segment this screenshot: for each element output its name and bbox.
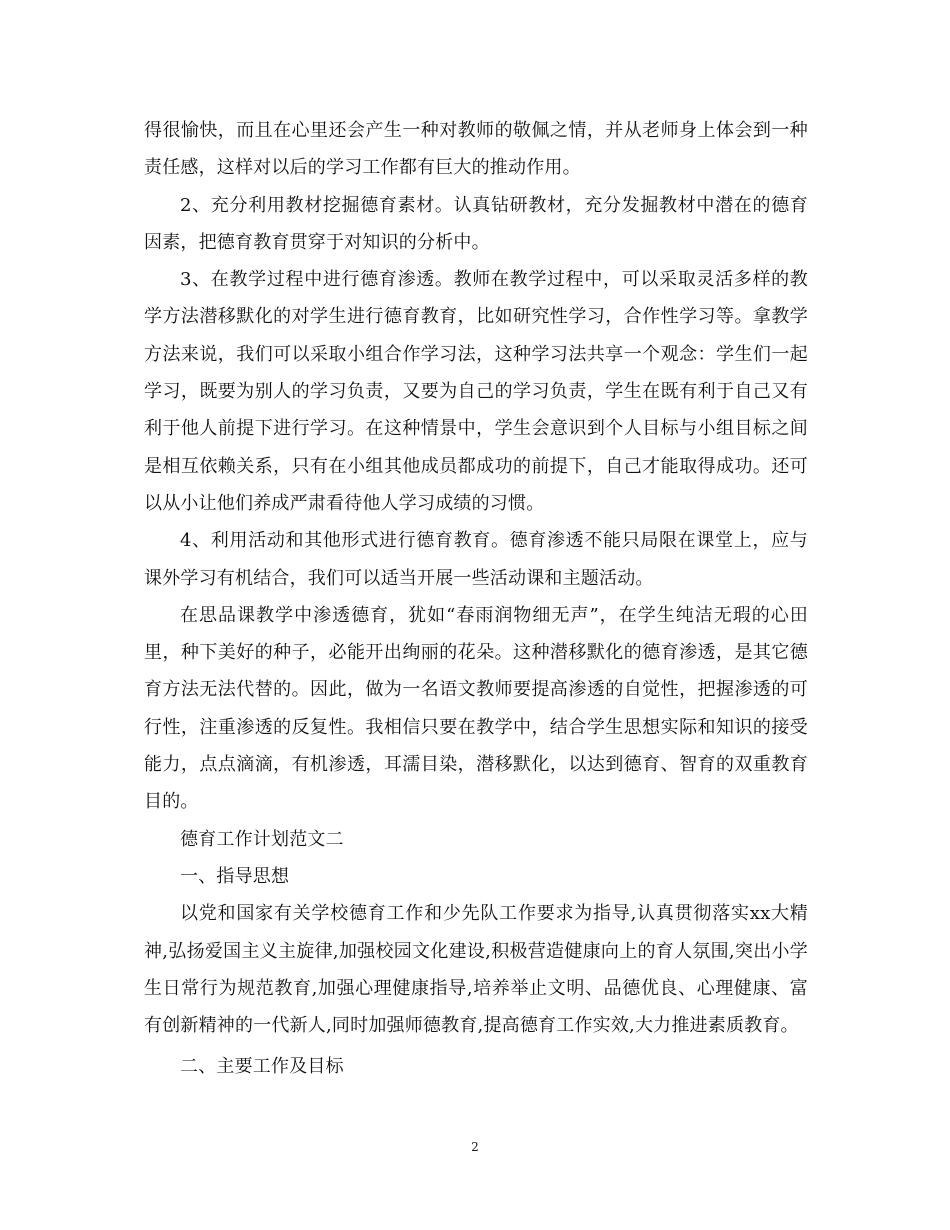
paragraph-continuation: 得很愉快，而且在心里还会产生一种对教师的敬佩之情，并从老师身上体会到一种责任感，这样对以后的学习工作都有巨大的推动作用。	[144, 120, 808, 179]
section-heading-guiding-idea: 一、指导思想	[180, 865, 290, 887]
section-title: 德育工作计划范文二	[180, 828, 344, 850]
paragraph-item-3: 3、在教学过程中进行德育渗透。教师在教学过程中，可以采取灵活多样的教学方法潜移默化的对学生进行德育教育，比如研究性学习，合作性学习等。拿教学方法来说，我们可以采取小组合作学习法，这种学习法共享一个观念：学生们一起学习，既要为别人的学习负责，又要为自己的学习负责，学生在既有利于自己又有利于他人前提下进行学习。在这种情景中，学生会意识到个人目标与小组目标之间是相互依赖关系，只有在小组其他成员都成功的前提下，自己才能取得成功。还可以从小让他们养成严肃看待他人学习成绩的习惯。	[144, 269, 808, 514]
paragraph-item-2: 2、充分利用教材挖掘德育素材。认真钻研教材，充分发掘教材中潜在的德育因素，把德育教育贯穿于对知识的分析中。	[144, 194, 808, 253]
paragraph-conclusion: 在思品课教学中渗透德育，犹如“春雨润物细无声”，在学生纯洁无瑕的心田里，种下美好的种子，必能开出绚丽的花朵。这种潜移默化的德育渗透，是其它德育方法无法代替的。因此，做为一名语文教师要提高渗透的自觉性，把握渗透的可行性，注重渗透的反复性。我相信只要在教学中，结合学生思想实际和知识的接受能力，点点滴滴，有机渗透，耳濡目染，潜移默化，以达到德育、智育的双重教育目的。	[144, 604, 808, 813]
paragraph-guiding-idea: 以党和国家有关学校德育工作和少先队工作要求为指导,认真贯彻落实xx大精神,弘扬爱国主义主旋律,加强校园文化建设,积极营造健康向上的育人氛围,突出小学生日常行为规范教育,加强心理健康指导,培养举止文明、品德优良、心理健康、富有创新精神的一代新人,同时加强师德教育,提高德育工作实效,大力推进素质教育。	[144, 903, 808, 1037]
page-number: 2	[471, 1140, 479, 1154]
section-heading-main-work: 二、主要工作及目标	[180, 1056, 344, 1078]
document-body	[144, 112, 808, 1086]
paragraph-item-4: 4、利用活动和其他形式进行德育教育。德育渗透不能只局限在课堂上，应与课外学习有机结合，我们可以适当开展一些活动课和主题活动。	[144, 530, 808, 589]
